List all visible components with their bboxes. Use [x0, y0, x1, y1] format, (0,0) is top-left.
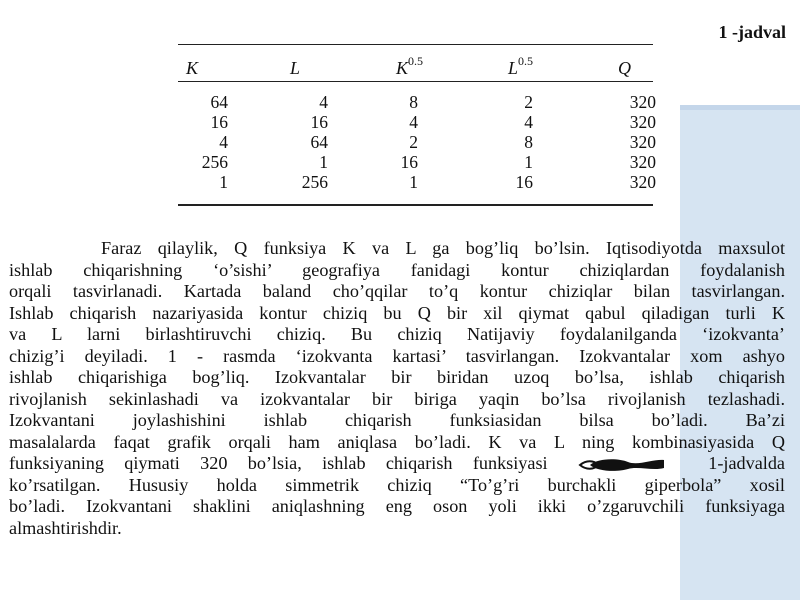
header-k-sqrt: $K^{0.5}$: [396, 54, 424, 78]
table-cell: 16: [400, 152, 418, 172]
paragraph-line: va L larni birlashtiruvchi chiziq. Bu chiziq Natijaviy foydalanilganda ‘izokvanta’: [9, 324, 785, 344]
data-table: [178, 44, 680, 235]
table-cell: 320: [629, 92, 656, 112]
table-rule-middle: [178, 81, 653, 82]
table-rule-top: [178, 44, 653, 45]
paragraph-line: almashtirishdir.: [9, 517, 122, 538]
background-left: [0, 0, 178, 235]
table-cell: 320: [629, 112, 656, 132]
paragraph-line: ishlab chiqarishning ‘o’sishi’ geografiya fanidagi kontur chiziqlardan foydalanish: [9, 259, 785, 280]
table-cell: 2: [409, 132, 418, 152]
paragraph-line: Izokvantani joylashishini ishlab chiqarish funksiasidan bilsa bo’ladi. Ba’zi: [9, 410, 785, 430]
table-cell: 320: [629, 132, 656, 152]
paragraph-line: orqali tasvirlanadi. Kartada baland cho’qqilar to’q kontur chiziqlar bilan tasvirlangan.: [9, 281, 785, 301]
paragraph-line: ishlab chiqarishiga bog’liq. Izokvantalar bir biridan uzoq bo’lsa, ishlab chiqarish: [9, 367, 785, 387]
table-cell: 4: [319, 92, 328, 112]
paragraph-line: Ishlab chiqarish nazariyasida kontur chiziq bu Q bir xil qiymat qabul qiladigan turli K: [9, 302, 785, 323]
table-cell: 16: [210, 112, 228, 132]
table-rule-bottom: [178, 204, 653, 206]
table-cell: 1: [219, 172, 228, 192]
header-l: L: [290, 58, 301, 78]
table-cell: 64: [310, 132, 328, 152]
table-cell: 1: [319, 152, 328, 172]
paragraph-line: masalalarda faqat grafik orqali ham aniqlasa bo’ladi. K va L ning kombinasiyasida Q: [9, 431, 785, 452]
table-cell: 16: [515, 172, 533, 192]
table-cell: 256: [201, 152, 228, 172]
paragraph-line: chizig’i deyiladi. 1 - rasmda ‘izokvanta kartasi’ tasvirlangan. Izokvantalar xom ashyo: [9, 345, 785, 366]
table-cell: 1: [409, 172, 418, 192]
header-l-sqrt: $L^{0.5}$: [508, 54, 534, 78]
table-cell: 1: [524, 152, 533, 172]
table-cell: 320: [629, 172, 656, 192]
formula-image: [568, 456, 688, 474]
table-cell: 4: [219, 132, 228, 152]
paragraph-line: funksiyaning qiymati 320 bo’lsia, ishlab chiqarish funksiyasi 1-jadvalda: [9, 453, 785, 473]
table-caption: 1 -jadval: [718, 22, 786, 42]
table-cell: 4: [409, 112, 418, 132]
paragraph-line: Faraz qilaylik, Q funksiya K va L ga bog’liq bo’lsin. Iqtisodiyotda maxsulot: [101, 238, 785, 258]
paragraph-line: ko’rsatilgan. Hususiy holda simmetrik chiziq “To’g’ri burchakli giperbola” xosil: [9, 474, 785, 495]
table-cell: 64: [210, 92, 228, 112]
table-cell: 256: [301, 172, 328, 192]
header-k: K: [186, 58, 199, 78]
table-cell: 4: [524, 112, 533, 132]
table-cell: 16: [310, 112, 328, 132]
table-cell: 8: [409, 92, 418, 112]
paragraph-line: rivojlanish sekinlashadi va izokvantalar bir biriga yaqin bo’lsa rivojlanish tezlashadi.: [9, 388, 785, 409]
header-q: Q: [618, 58, 631, 78]
table-cell: 320: [629, 152, 656, 172]
body-paragraph: [9, 238, 785, 539]
table-cell: 8: [524, 132, 533, 152]
table-cell: 2: [524, 92, 533, 112]
paragraph-line: bo’ladi. Izokvantani shaklini aniqlashning eng oson yoli ikki o’zgaruvchili funksiyaga: [9, 496, 785, 516]
background-right-accent: [680, 105, 800, 110]
